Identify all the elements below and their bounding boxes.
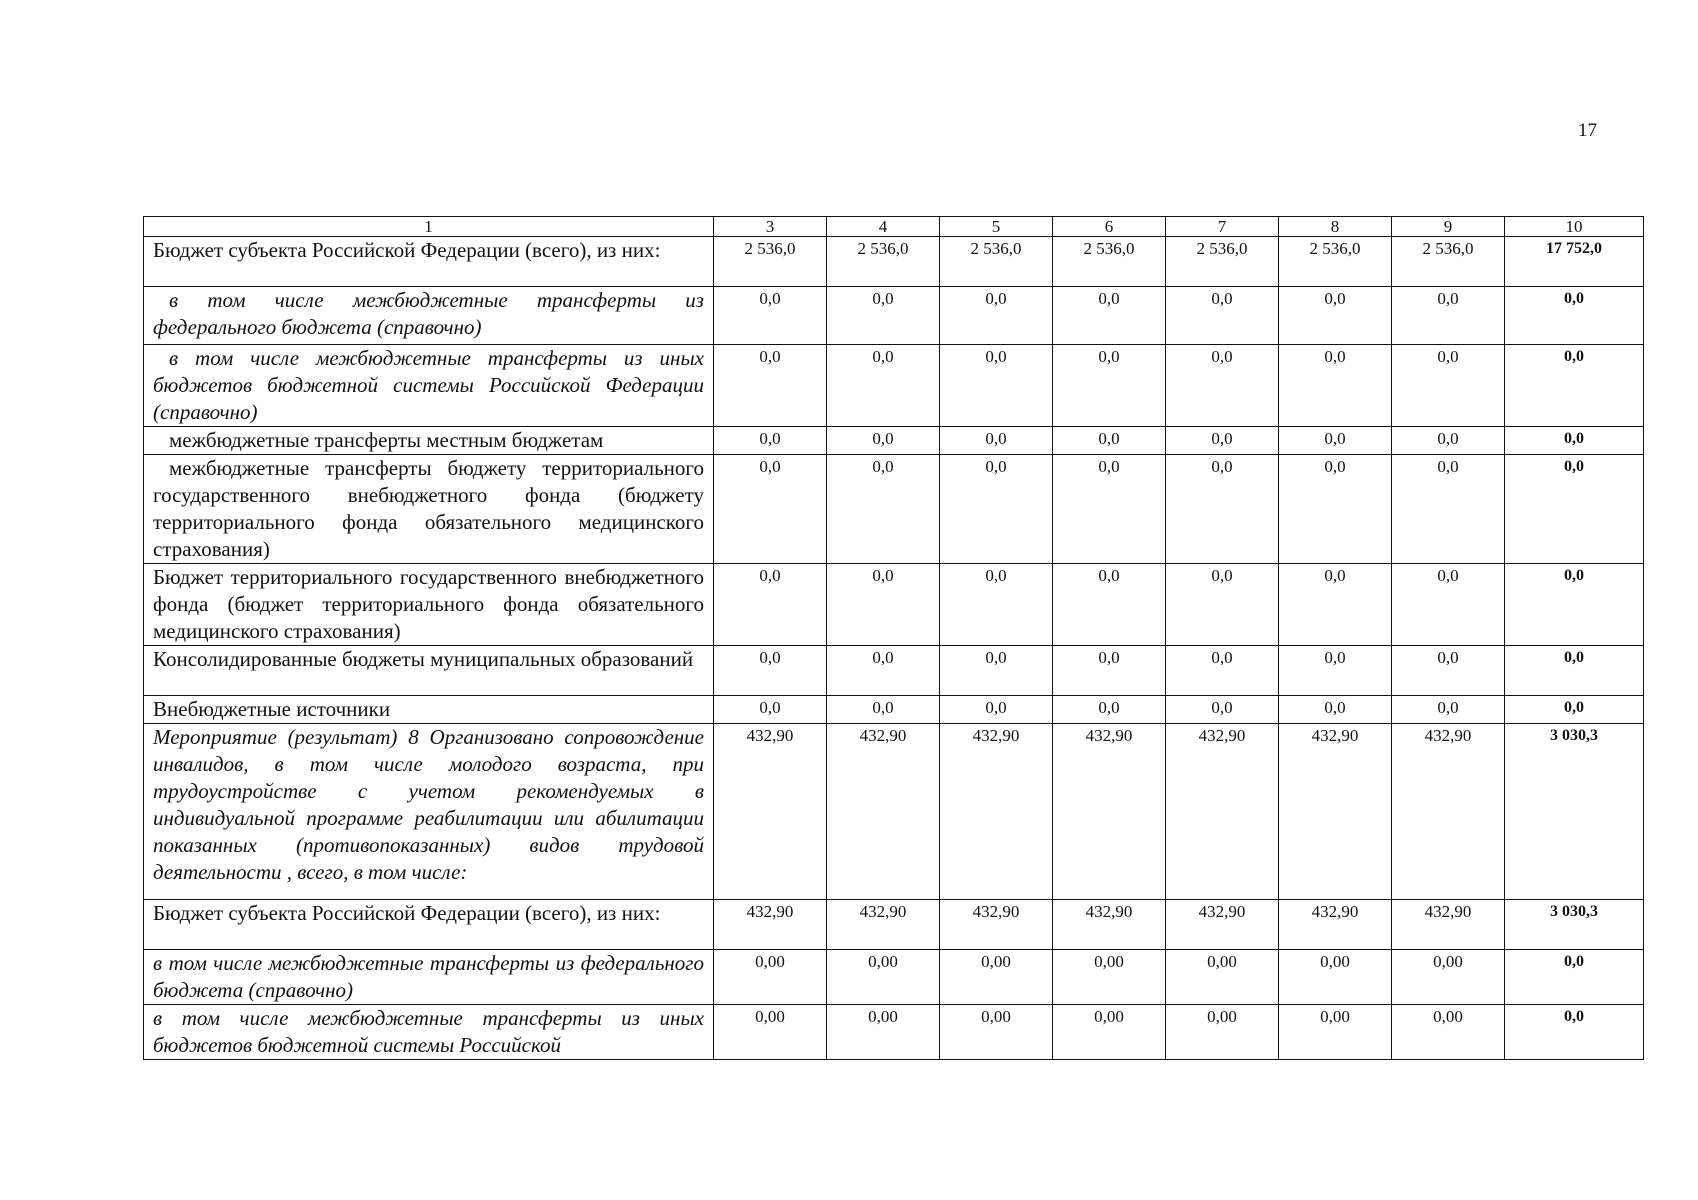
year-value-cell: 0,0 xyxy=(1392,646,1505,696)
year-value-cell: 0,0 xyxy=(1053,696,1166,724)
row-label: Мероприятие (результат) 8 Организовано сопровождение инвалидов, в том числе молодого возраста, при трудоустройстве с учетом рекомендуемых в индивидуальной программе реабилитации или абилитации показанных (противопоказанных) видов трудовой деятельности , всего, в том числе: xyxy=(144,724,714,900)
table-row xyxy=(144,696,1644,724)
table-body xyxy=(144,217,1644,1060)
year-value-cell: 0,00 xyxy=(1279,1005,1392,1060)
year-value-cell: 0,00 xyxy=(827,950,940,1005)
year-value-cell: 0,0 xyxy=(714,455,827,564)
header-cell: 4 xyxy=(827,217,940,237)
total-value-cell: 0,0 xyxy=(1505,345,1644,427)
year-value-cell: 0,00 xyxy=(940,950,1053,1005)
year-value-cell: 0,0 xyxy=(827,345,940,427)
total-value-cell: 0,0 xyxy=(1505,646,1644,696)
header-row xyxy=(144,217,1644,237)
year-value-cell: 2 536,0 xyxy=(1279,237,1392,287)
year-value-cell: 432,90 xyxy=(1053,724,1166,900)
year-value-cell: 0,0 xyxy=(714,696,827,724)
year-value-cell: 0,00 xyxy=(1392,950,1505,1005)
year-value-cell: 432,90 xyxy=(1053,900,1166,950)
year-value-cell: 2 536,0 xyxy=(714,237,827,287)
year-value-cell: 0,0 xyxy=(1053,427,1166,455)
table-row xyxy=(144,237,1644,287)
table-row xyxy=(144,1005,1644,1060)
table-row xyxy=(144,345,1644,427)
table-row xyxy=(144,950,1644,1005)
page-number: 17 xyxy=(1578,120,1597,141)
year-value-cell: 0,0 xyxy=(1279,646,1392,696)
table-row xyxy=(144,427,1644,455)
year-value-cell: 0,0 xyxy=(940,427,1053,455)
table-row xyxy=(144,900,1644,950)
year-value-cell: 432,90 xyxy=(1279,724,1392,900)
year-value-cell: 0,0 xyxy=(940,564,1053,646)
row-label: в том числе межбюджетные трансферты из федерального бюджета (справочно) xyxy=(144,287,714,345)
year-value-cell: 0,0 xyxy=(940,646,1053,696)
year-value-cell: 0,0 xyxy=(1279,287,1392,345)
year-value-cell: 0,00 xyxy=(714,950,827,1005)
year-value-cell: 0,0 xyxy=(1166,287,1279,345)
row-label: Бюджет субъекта Российской Федерации (всего), из них: xyxy=(144,900,714,950)
year-value-cell: 0,00 xyxy=(714,1005,827,1060)
row-label: Внебюджетные источники xyxy=(144,696,714,724)
total-value-cell: 0,0 xyxy=(1505,455,1644,564)
year-value-cell: 0,0 xyxy=(1392,696,1505,724)
total-value-cell: 0,0 xyxy=(1505,1005,1644,1060)
year-value-cell: 0,0 xyxy=(940,696,1053,724)
year-value-cell: 0,0 xyxy=(714,564,827,646)
year-value-cell: 2 536,0 xyxy=(827,237,940,287)
year-value-cell: 0,0 xyxy=(1392,564,1505,646)
header-cell: 7 xyxy=(1166,217,1279,237)
year-value-cell: 0,0 xyxy=(1279,455,1392,564)
budget-table xyxy=(143,216,1644,1060)
year-value-cell: 2 536,0 xyxy=(1166,237,1279,287)
year-value-cell: 0,00 xyxy=(1053,950,1166,1005)
header-cell: 9 xyxy=(1392,217,1505,237)
year-value-cell: 0,00 xyxy=(1279,950,1392,1005)
year-value-cell: 0,0 xyxy=(1166,564,1279,646)
year-value-cell: 0,0 xyxy=(827,427,940,455)
year-value-cell: 432,90 xyxy=(827,724,940,900)
table-row xyxy=(144,455,1644,564)
header-cell: 5 xyxy=(940,217,1053,237)
year-value-cell: 0,00 xyxy=(1392,1005,1505,1060)
year-value-cell: 432,90 xyxy=(714,724,827,900)
row-label: Бюджет субъекта Российской Федерации (всего), из них: xyxy=(144,237,714,287)
year-value-cell: 432,90 xyxy=(1279,900,1392,950)
year-value-cell: 0,0 xyxy=(714,427,827,455)
year-value-cell: 0,0 xyxy=(1279,427,1392,455)
year-value-cell: 0,0 xyxy=(1166,455,1279,564)
year-value-cell: 0,0 xyxy=(827,646,940,696)
year-value-cell: 0,0 xyxy=(940,455,1053,564)
year-value-cell: 0,00 xyxy=(1053,1005,1166,1060)
year-value-cell: 2 536,0 xyxy=(1392,237,1505,287)
year-value-cell: 0,0 xyxy=(1053,455,1166,564)
row-label: Консолидированные бюджеты муниципальных образований xyxy=(144,646,714,696)
year-value-cell: 0,0 xyxy=(1279,345,1392,427)
table-row xyxy=(144,646,1644,696)
row-label: в том числе межбюджетные трансферты из иных бюджетов бюджетной системы Российской xyxy=(144,1005,714,1060)
year-value-cell: 0,0 xyxy=(1053,345,1166,427)
year-value-cell: 0,0 xyxy=(1166,696,1279,724)
year-value-cell: 0,0 xyxy=(827,696,940,724)
year-value-cell: 0,0 xyxy=(1053,564,1166,646)
year-value-cell: 0,0 xyxy=(1166,427,1279,455)
year-value-cell: 2 536,0 xyxy=(940,237,1053,287)
year-value-cell: 0,0 xyxy=(1166,646,1279,696)
budget-table-wrapper xyxy=(143,216,1643,1060)
year-value-cell: 432,90 xyxy=(714,900,827,950)
year-value-cell: 0,0 xyxy=(1279,696,1392,724)
total-value-cell: 3 030,3 xyxy=(1505,724,1644,900)
year-value-cell: 0,0 xyxy=(1279,564,1392,646)
year-value-cell: 432,90 xyxy=(1392,900,1505,950)
year-value-cell: 432,90 xyxy=(940,724,1053,900)
year-value-cell: 0,0 xyxy=(714,345,827,427)
year-value-cell: 0,0 xyxy=(940,287,1053,345)
year-value-cell: 0,0 xyxy=(1392,427,1505,455)
header-cell: 6 xyxy=(1053,217,1166,237)
year-value-cell: 0,00 xyxy=(940,1005,1053,1060)
table-row xyxy=(144,564,1644,646)
year-value-cell: 432,90 xyxy=(827,900,940,950)
year-value-cell: 0,0 xyxy=(827,287,940,345)
year-value-cell: 0,0 xyxy=(1392,287,1505,345)
year-value-cell: 0,0 xyxy=(1166,345,1279,427)
year-value-cell: 432,90 xyxy=(940,900,1053,950)
total-value-cell: 3 030,3 xyxy=(1505,900,1644,950)
year-value-cell: 0,00 xyxy=(827,1005,940,1060)
header-cell: 10 xyxy=(1505,217,1644,237)
year-value-cell: 0,0 xyxy=(1053,287,1166,345)
header-cell: 8 xyxy=(1279,217,1392,237)
total-value-cell: 0,0 xyxy=(1505,950,1644,1005)
total-value-cell: 0,0 xyxy=(1505,287,1644,345)
year-value-cell: 0,00 xyxy=(1166,950,1279,1005)
year-value-cell: 0,0 xyxy=(1392,455,1505,564)
header-cell: 1 xyxy=(144,217,714,237)
header-cell: 3 xyxy=(714,217,827,237)
row-label: в том числе межбюджетные трансферты из иных бюджетов бюджетной системы Российской Федерации (справочно) xyxy=(144,345,714,427)
year-value-cell: 0,0 xyxy=(827,564,940,646)
total-value-cell: 0,0 xyxy=(1505,427,1644,455)
row-label: межбюджетные трансферты бюджету территориального государственного внебюджетного фонда (бюджету территориального фонда обязательного медицинского страхования) xyxy=(144,455,714,564)
row-label: Бюджет территориального государственного внебюджетного фонда (бюджет территориального фонда обязательного медицинского страхования) xyxy=(144,564,714,646)
year-value-cell: 0,0 xyxy=(1053,646,1166,696)
table-row xyxy=(144,287,1644,345)
year-value-cell: 432,90 xyxy=(1166,900,1279,950)
total-value-cell: 0,0 xyxy=(1505,696,1644,724)
total-value-cell: 0,0 xyxy=(1505,564,1644,646)
year-value-cell: 0,0 xyxy=(714,287,827,345)
year-value-cell: 0,0 xyxy=(940,345,1053,427)
year-value-cell: 2 536,0 xyxy=(1053,237,1166,287)
year-value-cell: 432,90 xyxy=(1392,724,1505,900)
total-value-cell: 17 752,0 xyxy=(1505,237,1644,287)
table-row xyxy=(144,724,1644,900)
year-value-cell: 0,00 xyxy=(1166,1005,1279,1060)
row-label: в том числе межбюджетные трансферты из федерального бюджета (справочно) xyxy=(144,950,714,1005)
year-value-cell: 0,0 xyxy=(714,646,827,696)
year-value-cell: 432,90 xyxy=(1166,724,1279,900)
year-value-cell: 0,0 xyxy=(1392,345,1505,427)
row-label: межбюджетные трансферты местным бюджетам xyxy=(144,427,714,455)
year-value-cell: 0,0 xyxy=(827,455,940,564)
